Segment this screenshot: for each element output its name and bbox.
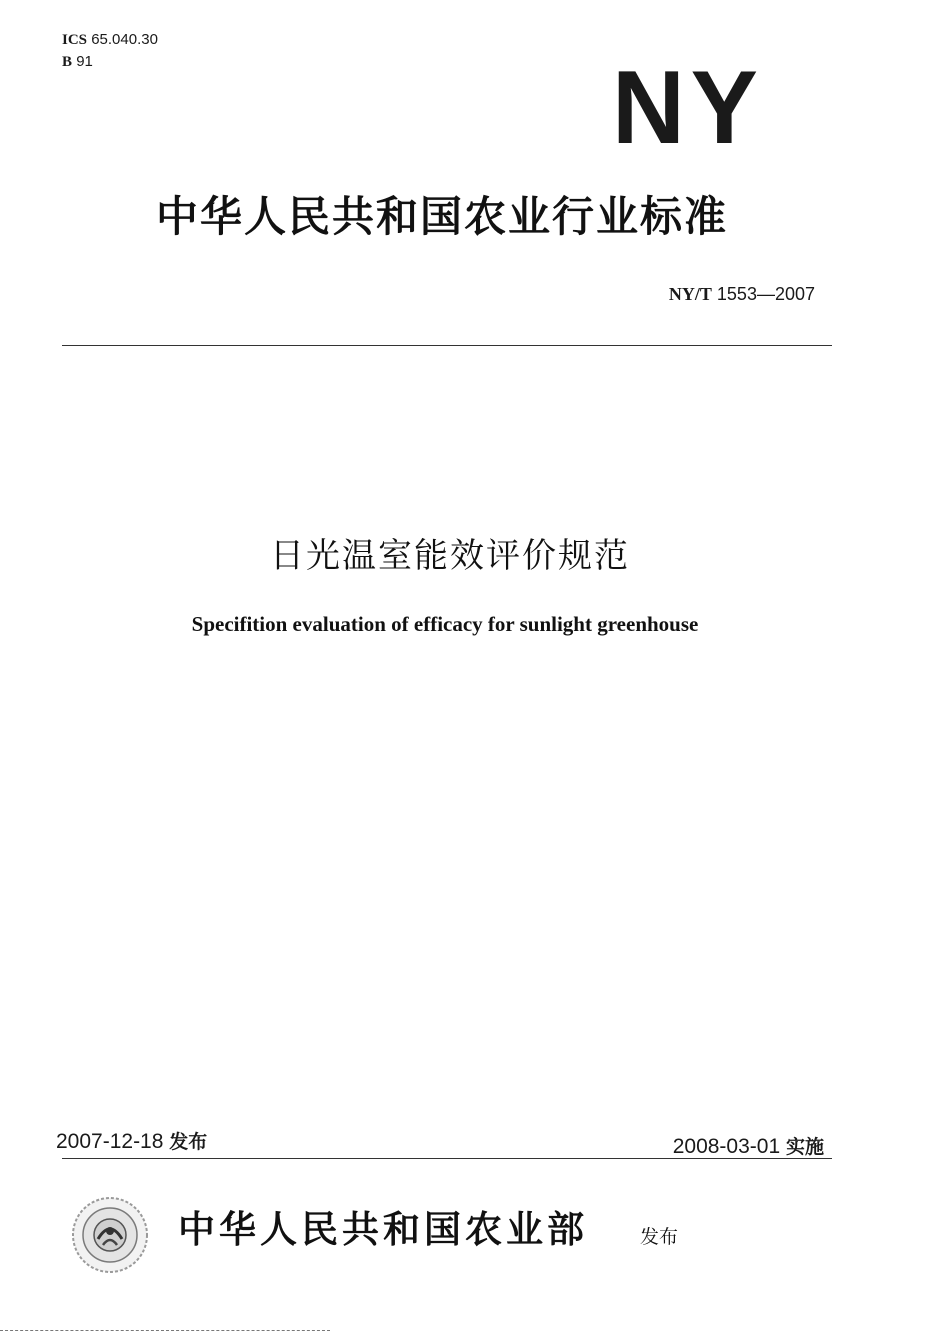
category-code (62, 53, 93, 71)
ny-logo: NY (612, 50, 764, 166)
ics-prefix: ICS (62, 32, 88, 48)
ministry-emblem-icon (70, 1195, 150, 1275)
document-title-english: Specifition evaluation of efficacy for sunlight greenhouse (191, 612, 699, 636)
issue-date-value: 2007-12-18 (56, 1130, 164, 1153)
category-number: 91 (76, 53, 93, 70)
standard-code (669, 284, 815, 305)
standard-title: 中华人民共和国农业行业标准 (155, 192, 728, 241)
publisher-name: 中华人民共和国农业部 (178, 1207, 588, 1251)
category-prefix: B (62, 54, 73, 70)
implementation-date-label: 实施 (785, 1136, 824, 1158)
issue-date (56, 1127, 207, 1154)
ics-number: 65.040.30 (91, 31, 158, 48)
standard-code-number: 1553—2007 (716, 284, 815, 304)
document-title: 日光温室能效评价规范 (270, 536, 630, 576)
bottom-divider (62, 1158, 832, 1159)
publisher-label: 发布 (640, 1226, 679, 1248)
footer-dashed-line (0, 1330, 330, 1331)
implementation-date (673, 1132, 824, 1159)
ics-code (62, 31, 158, 49)
standard-code-prefix: NY/T (668, 284, 712, 304)
top-divider (62, 345, 832, 346)
issue-date-label: 发布 (169, 1131, 208, 1153)
implementation-date-value: 2008-03-01 (672, 1135, 781, 1158)
